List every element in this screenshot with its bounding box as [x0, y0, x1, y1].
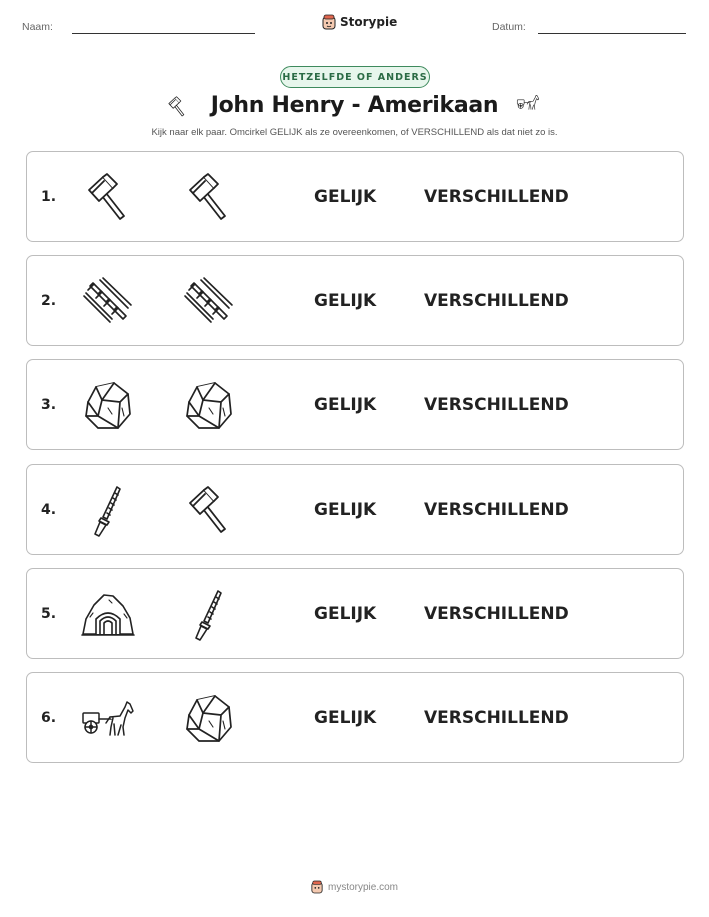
title-row: [0, 93, 709, 123]
horse-cart-icon: [80, 691, 136, 747]
drill-spike-icon: [80, 483, 136, 539]
question-number: 6.: [41, 709, 57, 726]
rock-icon: [181, 378, 237, 434]
worksheet-header: [0, 0, 709, 48]
tunnel-icon: [80, 587, 136, 643]
brand-name: Storypie: [340, 15, 398, 29]
name-line[interactable]: [72, 33, 255, 34]
railroad-track-icon: [181, 274, 237, 330]
railroad-track-icon: [80, 274, 136, 330]
storypie-mascot-icon: [322, 14, 336, 30]
drill-spike-icon: [181, 587, 237, 643]
question-number: 5.: [41, 605, 57, 622]
same-option[interactable]: GELIJK: [314, 290, 377, 311]
different-option[interactable]: VERSCHILLEND: [424, 603, 569, 624]
date-line[interactable]: [538, 33, 686, 34]
date-label: Datum:: [492, 21, 526, 33]
different-option[interactable]: VERSCHILLEND: [424, 707, 569, 728]
hammer-icon: [181, 483, 237, 539]
brand-logo: [322, 14, 397, 30]
same-option[interactable]: GELIJK: [314, 707, 377, 728]
question-number: 2.: [41, 292, 57, 309]
same-option[interactable]: GELIJK: [314, 394, 377, 415]
question-row: [26, 359, 684, 450]
same-option[interactable]: GELIJK: [314, 603, 377, 624]
rock-icon: [80, 378, 136, 434]
footer-url: mystorypie.com: [327, 881, 398, 893]
different-option[interactable]: VERSCHILLEND: [424, 186, 569, 207]
hammer-icon: [165, 95, 189, 119]
same-option[interactable]: GELIJK: [314, 499, 377, 520]
different-option[interactable]: VERSCHILLEND: [424, 499, 569, 520]
different-option[interactable]: VERSCHILLEND: [424, 290, 569, 311]
question-row: [26, 464, 684, 555]
hammer-icon: [80, 170, 136, 226]
activity-badge: HETZELFDE OF ANDERS: [280, 66, 430, 88]
name-label: Naam:: [22, 21, 53, 33]
question-row: [26, 672, 684, 763]
different-option[interactable]: VERSCHILLEND: [424, 394, 569, 415]
hammer-icon: [181, 170, 237, 226]
horse-cart-icon: [511, 95, 545, 119]
storypie-mascot-icon: [311, 880, 323, 894]
question-row: [26, 568, 684, 659]
question-number: 3.: [41, 396, 57, 413]
question-row: [26, 151, 684, 242]
question-number: 1.: [41, 188, 57, 205]
instructions: Kijk naar elk paar. Omcirkel GELIJK als ze overeenkomen, of VERSCHILLEND als dat niet zo is.: [151, 127, 558, 138]
rock-icon: [181, 691, 237, 747]
footer: [0, 880, 709, 894]
same-option[interactable]: GELIJK: [314, 186, 377, 207]
question-row: [26, 255, 684, 346]
question-number: 4.: [41, 501, 57, 518]
page-title: John Henry - Amerikaan: [210, 93, 499, 118]
